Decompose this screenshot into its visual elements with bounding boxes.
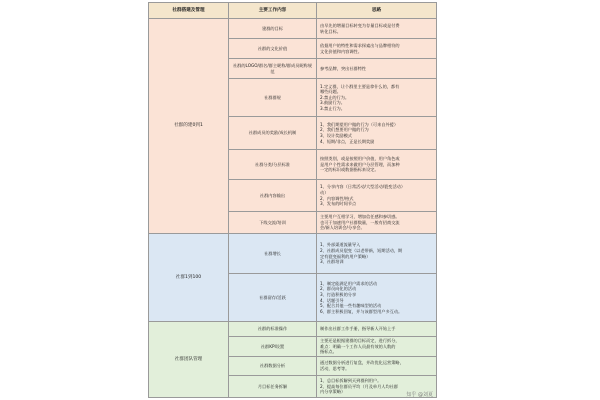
idea-line: 4、话题引导	[320, 297, 344, 303]
idea-line: 制作出社群工作手册，指导新人开始上手	[320, 326, 396, 332]
idea-cell	[317, 234, 437, 274]
stage-cell: 社群的建0到1	[149, 19, 229, 234]
work-cell: 社群留存/活跃	[229, 274, 317, 322]
work-cell: 社群KPI设置	[229, 337, 317, 357]
idea-line: 1、制定能满足用户需求的活动	[320, 280, 378, 286]
idea-line: 3、打造积极的分享	[320, 291, 357, 297]
work-cell: 下线交流/培训	[229, 212, 317, 234]
idea-line: 1、总目标拆解到天到群到用户。	[320, 378, 382, 384]
idea-line: 哪些问题。	[320, 89, 341, 95]
stage-cell: 社群1到100	[149, 234, 229, 322]
idea-cell	[317, 150, 437, 180]
idea-line: 2、我们想要用户做的行为	[320, 127, 369, 133]
idea-cell	[317, 322, 437, 337]
idea-line: 动）	[320, 189, 329, 195]
header-stage: 社群搭建及管理	[149, 3, 229, 19]
idea-line: 2、提高每位群员平均（月及单月人均社群	[320, 383, 399, 389]
idea-line: 主要用户互相学习，增加信任感和参切感。	[320, 214, 400, 220]
table-row	[149, 234, 437, 274]
idea-line: 2、群员向化的活动	[320, 286, 357, 292]
idea-line: 3.鼓励行为。	[320, 100, 345, 106]
idea-cell	[317, 39, 437, 59]
idea-line: 1、外部渠道流量导入	[320, 242, 361, 248]
idea-line: 2、社群成员裂变（以老带新，短期活动，期	[320, 247, 403, 253]
idea-line: 通过数据分析进行复盘，并改优化运营策略，	[320, 360, 404, 366]
idea-line: 定有裂变福利的用户策略）	[320, 253, 371, 259]
work-cell: 社群内容输出	[229, 180, 317, 212]
work-cell: 月目标任务拆解	[229, 376, 317, 398]
idea-line: 会/新人培训会/分享会。	[320, 225, 365, 231]
idea-line: 由早先的增量目标转变为存量目标或是付费	[320, 22, 400, 28]
idea-line: 3、社群培训	[320, 259, 344, 265]
work-cell: 社群增长	[229, 234, 317, 274]
idea-cell	[317, 212, 437, 234]
table-body	[149, 19, 437, 398]
idea-line: 按照类别，或是按照用户价值，用户角色或	[320, 156, 400, 162]
idea-line: 3、设计奖励模式	[320, 133, 352, 138]
idea-line: 指标点。	[320, 349, 337, 355]
work-cell: 社群的文化价值	[229, 39, 317, 59]
idea-line: 2.禁止的行为。	[320, 94, 350, 100]
work-cell: 社群的标准操作	[229, 322, 317, 337]
spreadsheet-table-container	[148, 2, 436, 399]
header-work: 主要工作内容	[229, 3, 317, 19]
idea-line: 文化价值和内容调性。	[320, 48, 362, 54]
idea-line: 一定的标识或数据指标来设定。	[320, 167, 379, 173]
idea-line: 2、内容调性/格式	[320, 195, 354, 201]
table-row	[149, 19, 437, 39]
idea-line: 主要还是根据建群的目标而定，进行拆分，	[320, 338, 400, 344]
idea-cell	[317, 19, 437, 39]
idea-line: 5、配合其他一些有趣味型的活动	[320, 303, 382, 309]
idea-line: 1、我们期望用户做的行为（可来自外援）	[320, 121, 399, 127]
idea-line: 也可于加速用户社群数量，一般有招商交流	[320, 219, 400, 225]
work-cell: 社群数据分析	[229, 357, 317, 376]
stage-cell: 社群团队管理	[149, 322, 229, 398]
idea-line: 6、群主积极回复，并与该群型用户多互动。	[320, 308, 403, 314]
work-cell: 社群的LOGO/群名/群主昵称/群成员昵称规范	[229, 59, 317, 79]
idea-cell	[317, 180, 437, 212]
idea-line: 活动，思考等。	[320, 366, 350, 371]
idea-line: 是用户个性需求来做用户分层管理，而加种	[320, 161, 400, 167]
watermark-text: 知乎 @刘夏	[406, 392, 433, 398]
work-cell: 社群成员的奖励/成长机制	[229, 117, 317, 150]
idea-line: 3、发布的时间节点	[320, 201, 357, 207]
idea-line: 1、分享内容（日常活动/大型活动/裂变活动）	[320, 184, 406, 190]
idea-cell	[317, 357, 437, 376]
work-cell: 社群分类/分层标准	[229, 150, 317, 180]
idea-line: 难点：明确一个工作人员最有效的人数的	[320, 343, 396, 349]
idea-cell	[317, 337, 437, 357]
header-idea: 思路	[317, 3, 437, 19]
idea-line: 依据用户的特性和需求探索出与品牌相符的	[320, 42, 400, 48]
idea-line: 内分享策略）	[320, 389, 346, 395]
idea-line: 参考品牌，突出社群特性	[320, 65, 367, 71]
idea-line: 转化目标。	[320, 28, 341, 34]
idea-cell	[317, 79, 437, 117]
idea-line: 3.禁止行为。	[320, 105, 345, 111]
idea-line: 1.定义群，让个群里主要是拿什么的，都有	[320, 83, 400, 89]
community-management-table	[148, 2, 437, 398]
work-cell: 建群的目标	[229, 19, 317, 39]
idea-cell	[317, 274, 437, 322]
work-cell: 社群群规	[229, 79, 317, 117]
table-row	[149, 322, 437, 337]
header-row	[149, 3, 437, 19]
idea-line: 4、短期/非点，正是长期奖励	[320, 138, 375, 144]
idea-cell	[317, 59, 437, 79]
idea-cell	[317, 117, 437, 150]
